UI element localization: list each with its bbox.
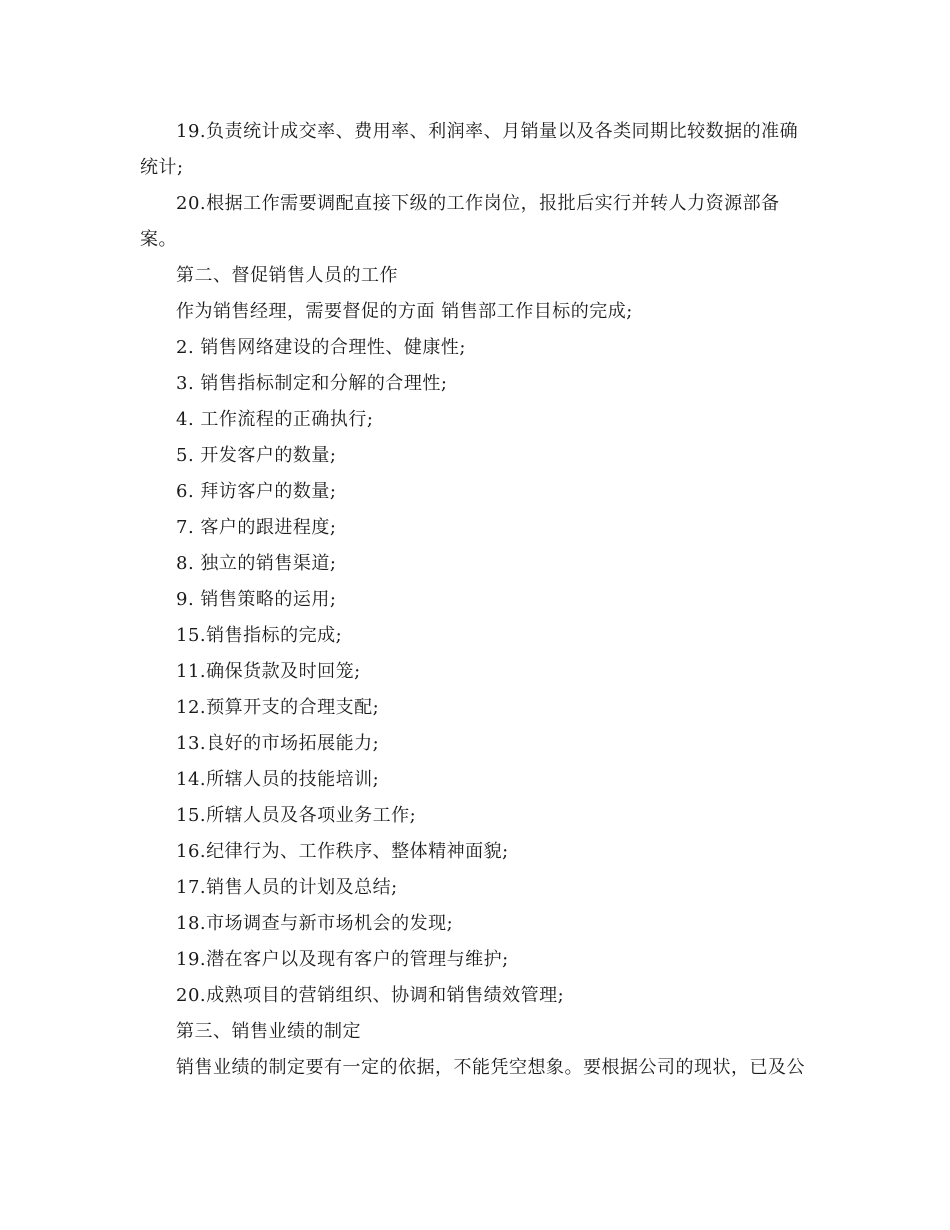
paragraph-line: 案。 — [140, 229, 177, 250]
list-item: 15.销售指标的完成; — [176, 625, 343, 646]
list-item: 7. 客户的跟进程度; — [176, 517, 337, 538]
list-item: 12.预算开支的合理支配; — [176, 697, 380, 718]
list-item: 18.市场调查与新市场机会的发现; — [176, 913, 454, 934]
list-item: 15.所辖人员及各项业务工作; — [176, 805, 417, 826]
section-heading: 第二、督促销售人员的工作 — [176, 265, 398, 286]
paragraph-line: 作为销售经理，需要督促的方面 销售部工作目标的完成; — [176, 301, 633, 322]
list-item: 11.确保货款及时回笼; — [176, 661, 361, 682]
list-item: 2. 销售网络建设的合理性、健康性; — [176, 337, 466, 358]
paragraph-line: 19.负责统计成交率、费用率、利润率、月销量以及各类同期比较数据的准确 — [176, 121, 799, 142]
section-heading: 第三、销售业绩的制定 — [176, 1021, 361, 1042]
paragraph-line: 销售业绩的制定要有一定的依据，不能凭空想象。要根据公司的现状，已及公 — [176, 1057, 805, 1078]
list-item: 5. 开发客户的数量; — [176, 445, 337, 466]
list-item: 3. 销售指标制定和分解的合理性; — [176, 373, 448, 394]
list-item: 14.所辖人员的技能培训; — [176, 769, 380, 790]
list-item: 13.良好的市场拓展能力; — [176, 733, 380, 754]
list-item: 16.纪律行为、工作秩序、整体精神面貌; — [176, 841, 509, 862]
list-item: 20.成熟项目的营销组织、协调和销售绩效管理; — [176, 985, 565, 1006]
paragraph-line: 20.根据工作需要调配直接下级的工作岗位，报批后实行并转人力资源部备 — [176, 193, 780, 214]
list-item: 17.销售人员的计划及总结; — [176, 877, 398, 898]
list-item: 4. 工作流程的正确执行; — [176, 409, 374, 430]
paragraph-line: 统计; — [140, 157, 184, 178]
list-item: 8. 独立的销售渠道; — [176, 553, 337, 574]
document-body — [140, 114, 820, 1086]
list-item: 6. 拜访客户的数量; — [176, 481, 337, 502]
list-item: 9. 销售策略的运用; — [176, 589, 337, 610]
list-item: 19.潜在客户以及现有客户的管理与维护; — [176, 949, 509, 970]
